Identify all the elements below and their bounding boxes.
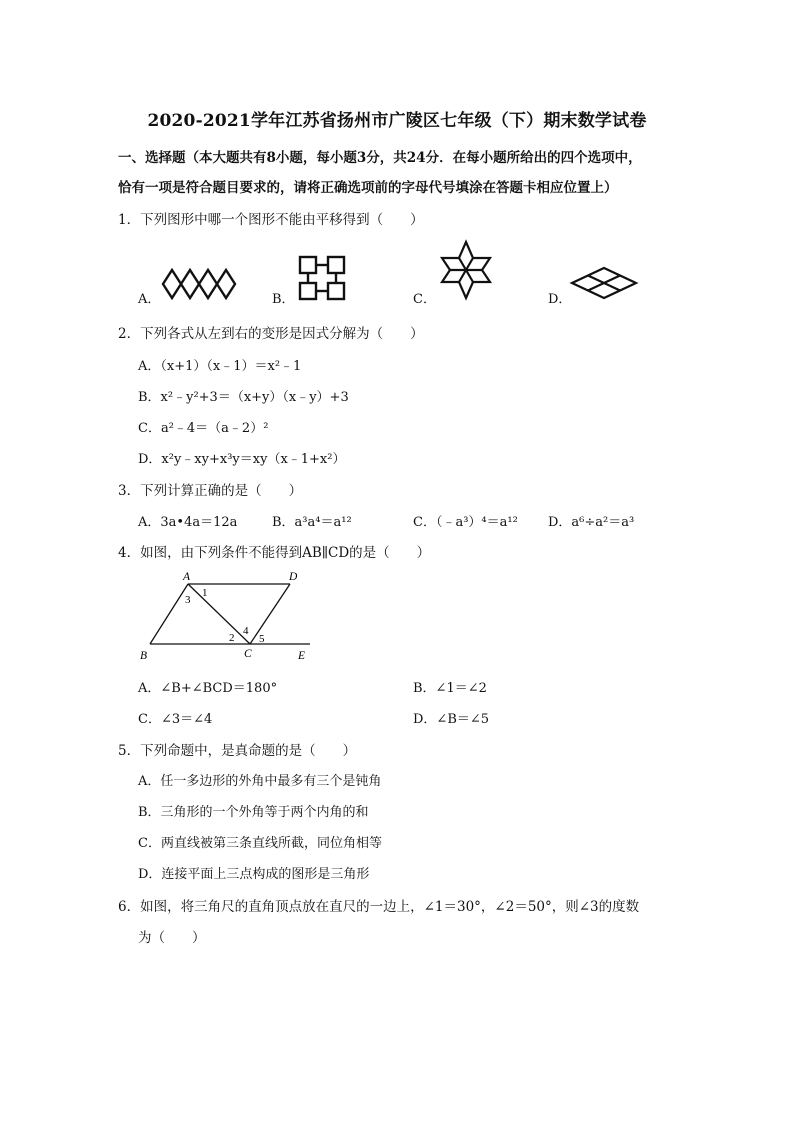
question-2-option-b: B．x²﹣y²+3＝（x+y）（x﹣y）+3	[138, 390, 349, 405]
question-5-option-b: B．三角形的一个外角等于两个内角的和	[138, 805, 369, 820]
section-heading-line-1: 一、选择题（本大题共有8小题，每小题3分，共24分．在每小题所给出的四个选项中，	[118, 150, 642, 166]
parallelogram-figure	[138, 568, 318, 664]
question-5-option-d: D．连接平面上三点构成的图形是三角形	[138, 867, 370, 882]
question-2-stem: 2．下列各式从左到右的变形是因式分解为（ ）	[118, 326, 424, 342]
question-5-option-a: A．任一多边形的外角中最多有三个是钝角	[138, 774, 382, 789]
question-4-option-b: B．∠1＝∠2	[413, 681, 487, 696]
square-loops-icon	[298, 255, 348, 301]
figure-label-e: E	[298, 650, 306, 662]
question-3-option-d: D．a⁶÷a²＝a³	[548, 515, 635, 530]
question-2-option-c: C．a²﹣4＝（a﹣2）²	[138, 421, 269, 436]
question-4-option-d: D．∠B＝∠5	[413, 712, 490, 727]
question-3-option-b: B．a³a⁴＝a¹²	[272, 515, 352, 530]
angle-label-5: 5	[259, 633, 265, 645]
angle-label-2: 2	[229, 632, 235, 644]
question-3-option-c: C．（﹣a³）⁴＝a¹²	[413, 515, 518, 530]
question-4-stem: 4．如图，由下列条件不能得到AB∥CD的是（ ）	[118, 545, 431, 561]
figure-label-c: C	[244, 648, 252, 660]
question-4-option-c: C．∠3＝∠4	[138, 712, 213, 727]
figure-label-a: A	[183, 571, 191, 583]
question-4-option-a: A．∠B+∠BCD＝180°	[138, 681, 278, 696]
rhombus-quartered-icon	[570, 266, 638, 300]
rhombus-chain-icon	[162, 268, 242, 302]
figure-label-b: B	[140, 650, 148, 662]
question-5-option-c: C．两直线被第三条直线所截，同位角相等	[138, 836, 382, 851]
question-1-option-a-label: A．	[138, 292, 161, 307]
angle-label-1: 1	[202, 587, 208, 599]
section-heading-line-2: 恰有一项是符合题目要求的，请将正确选项前的字母代号填涂在答题卡相应位置上）	[118, 180, 618, 196]
question-3-stem: 3．下列计算正确的是（ ）	[118, 483, 303, 499]
page-title: 2020-2021学年江苏省扬州市广陵区七年级（下）期末数学试卷	[147, 111, 647, 131]
question-1-stem: 1．下列图形中哪一个图形不能由平移得到（ ）	[118, 212, 424, 228]
question-3-option-a: A．3a•4a＝12a	[138, 515, 238, 530]
question-1-option-d-label: D．	[548, 292, 572, 307]
figure-label-d: D	[289, 571, 298, 583]
question-5-stem: 5．下列命题中，是真命题的是（ ）	[118, 743, 357, 759]
question-6-stem-line-2: 为（ ）	[138, 930, 206, 946]
question-2-option-d: D．x²y﹣xy+x³y＝xy（x﹣1+x²）	[138, 452, 346, 467]
question-1-option-c-label: C．	[413, 292, 436, 307]
angle-label-3: 3	[185, 594, 191, 606]
question-6-stem-line-1: 6．如图，将三角尺的直角顶点放在直尺的一边上，∠1＝30°，∠2＝50°，则∠3的度数	[118, 899, 640, 915]
question-2-option-a: A．（x+1）（x﹣1）＝x²﹣1	[138, 359, 302, 374]
hexagram-rhombi-icon	[438, 240, 494, 300]
angle-label-4: 4	[243, 625, 249, 637]
question-1-option-b-label: B．	[272, 292, 295, 307]
